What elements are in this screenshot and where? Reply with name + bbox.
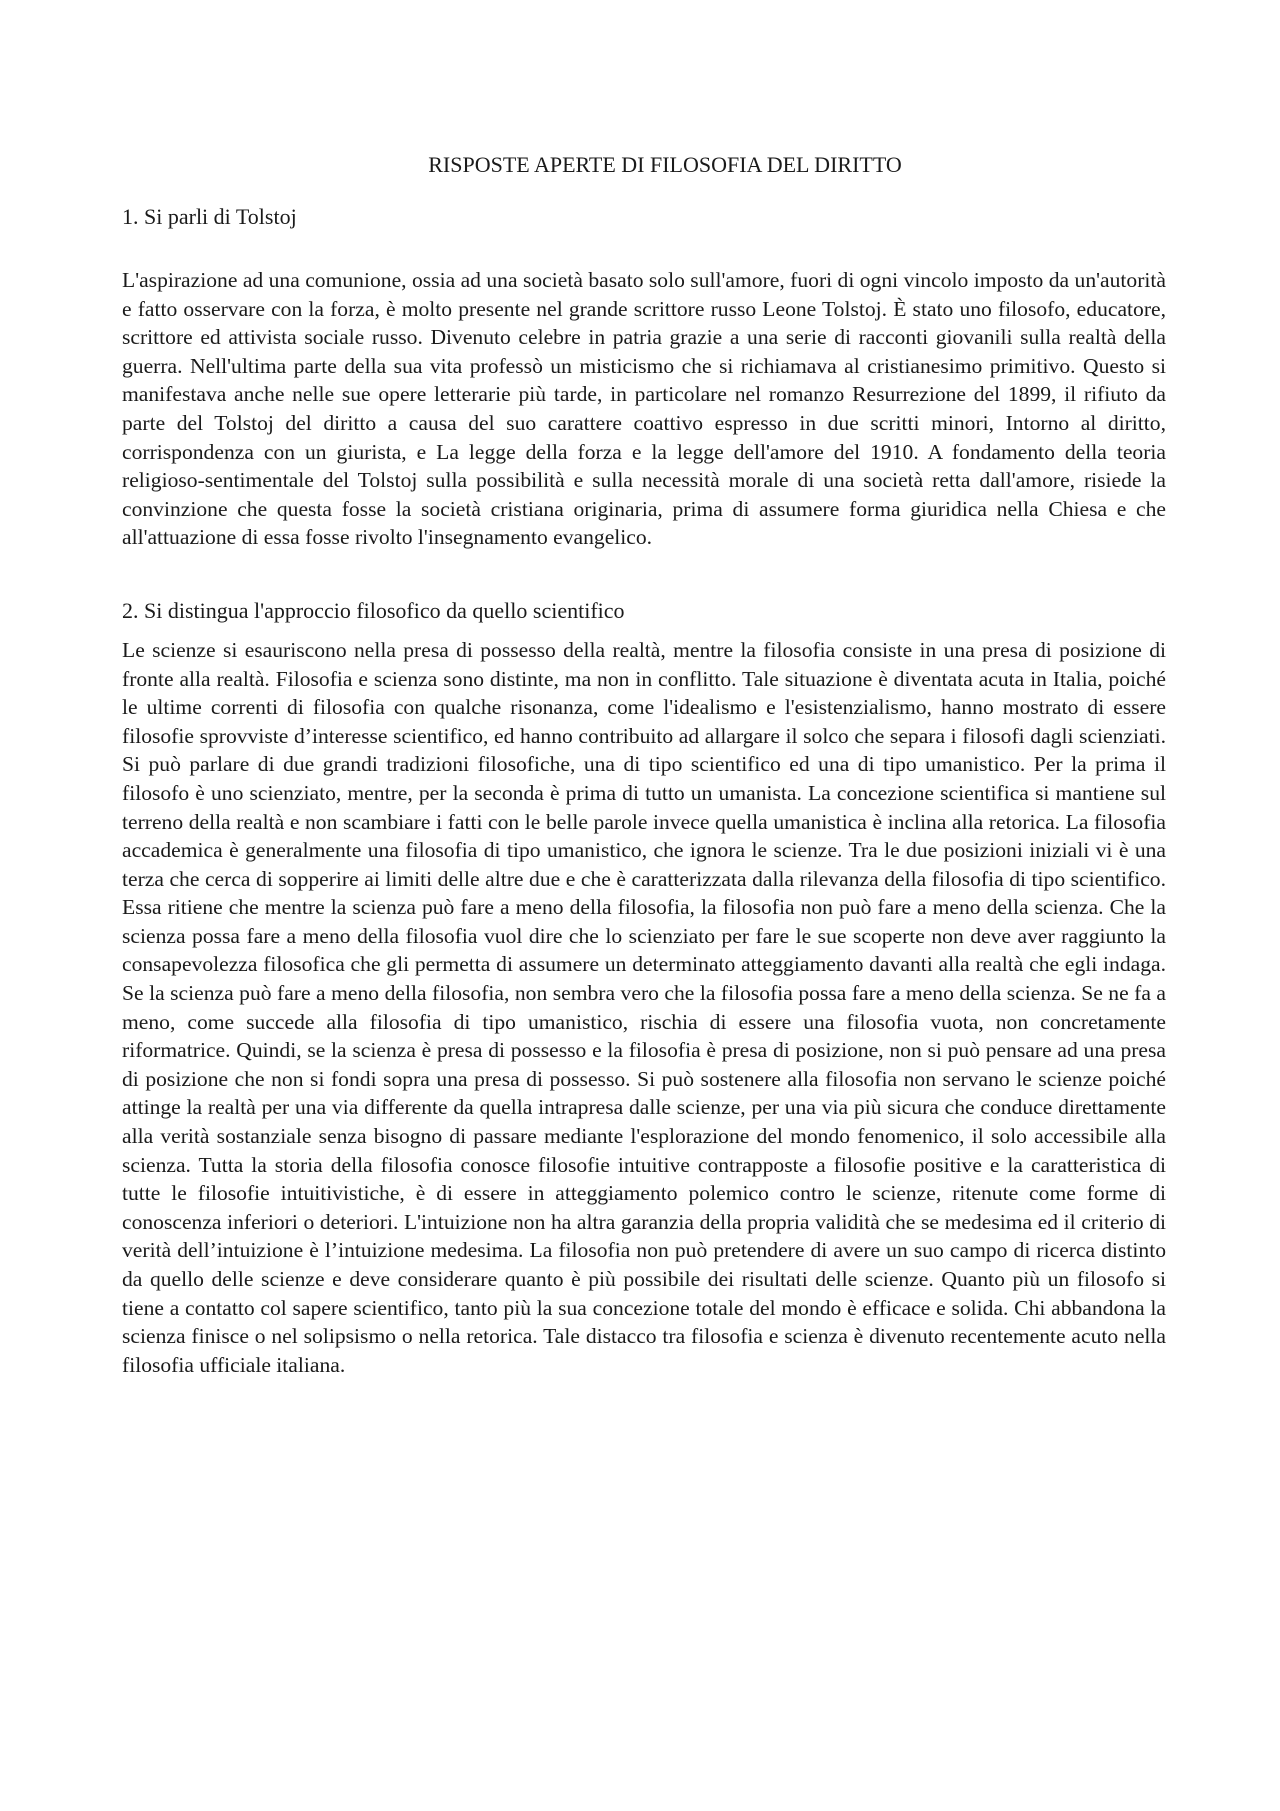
- answer-2-paragraph: Le scienze si esauriscono nella presa di possesso della realtà, mentre la filosofia consiste in una presa di posizione di fronte alla realtà. Filosofia e scienza sono distinte, ma non in conflitto. Tale situazione è diventata acuta in Italia, poiché le ultime correnti di filosofia con qualche risonanza, come l'idealismo e l'esistenzialismo, hanno mostrato di essere filosofie sprovviste d’interesse scientifico, ed hanno contribuito ad allargare il solco che separa i filosofi dagli scienziati. Si può parlare di due grandi tradizioni filosofiche, una di tipo scientifico ed una di tipo umanistico. Per la prima il filosofo è uno scienziato, mentre, per la seconda è prima di tutto un umanista. La concezione scientifica si mantiene sul terreno della realtà e non scambiare i fatti con le belle parole invece quella umanistica è inclina alla retorica. La filosofia accademica è generalmente una filosofia di tipo umanistico, che ignora le scienze. Tra le due posizioni iniziali vi è una terza che cerca di sopperire ai limiti delle altre due e che è caratterizzata dalla rilevanza della filosofia di tipo scientifico. Essa ritiene che mentre la scienza può fare a meno della filosofia, la filosofia non può fare a meno della scienza. Che la scienza possa fare a meno della filosofia vuol dire che lo scienziato per fare le sue scoperte non deve aver raggiunto la consapevolezza filosofica che gli permetta di assumere un determinato atteggiamento davanti alla realtà che egli indaga. Se la scienza può fare a meno della filosofia, non sembra vero che la filosofia possa fare a meno della scienza. Se ne fa a meno, come succede alla filosofia di tipo umanistico, rischia di essere una filosofia vuota, non concretamente riformatrice. Quindi, se la scienza è presa di possesso e la filosofia è presa di posizione, non si può pensare ad una presa di posizione che non si fondi sopra una presa di possesso. Si può sostenere alla filosofia non servano le scienze poiché attinge la realtà per una via differente da quella intrapresa dalle scienze, per una via più sicura che conduce direttamente alla verità sostanziale senza bisogno di passare mediante l'esplorazione del mondo fenomenico, il solo accessibile alla scienza. Tutta la storia della filosofia conosce filosofie intuitive contrapposte a filosofie positive e la caratteristica di tutte le filosofie intuitivistiche, è di essere in atteggiamento polemico contro le scienze, ritenute come forme di conoscenza inferiori o deteriori. L'intuizione non ha altra garanzia della propria validità che se medesima ed il criterio di verità dell’intuizione è l’intuizione medesima. La filosofia non può pretendere di avere un suo campo di ricerca distinto da quello delle scienze e deve considerare quanto è più possibile dei risultati delle scienze. Quanto più un filosofo si tiene a contatto col sapere scientifico, tanto più la sua concezione totale del mondo è efficace e solida. Chi abbandona la scienza finisce o nel solipsismo o nella retorica. Tale distacco tra filosofia e scienza è divenuto recentemente acuto nella filosofia ufficiale italiana.: [122, 637, 1166, 1377]
- document-page: [122, 150, 1166, 1379]
- question-1-heading: 1. Si parli di Tolstoj: [122, 204, 297, 229]
- answer-1-paragraph: L'aspirazione ad una comunione, ossia ad una società basato solo sull'amore, fuori di ogni vincolo imposto da un'autorità e fatto osservare con la forza, è molto presente nel grande scrittore russo Leone Tolstoj. È stato uno filosofo, educatore, scrittore ed attivista sociale russo. Divenuto celebre in patria grazie a una serie di racconti giovanili sulla realtà della guerra. Nell'ultima parte della sua vita professò un misticismo che si richiamava al cristianesimo primitivo. Questo si manifestava anche nelle sue opere letterarie più tarde, in particolare nel romanzo Resurrezione del 1899, il rifiuto da parte del Tolstoj del diritto a causa del suo carattere coattivo espresso in due scritti minori, Intorno al diritto, corrispondenza con un giurista, e La legge della forza e la legge dell'amore del 1910. A fondamento della teoria religioso-sentimentale del Tolstoj sulla possibilità e sulla necessità morale di una società retta dall'amore, risiede la convinzione che questa fosse la società cristiana originaria, prima di assumere forma giuridica nella Chiesa e che all'attuazione di essa fosse rivolto l'insegnamento evangelico.: [122, 268, 1166, 550]
- question-2-heading: 2. Si distingua l'approccio filosofico da quello scientifico: [122, 597, 625, 623]
- document-title: RISPOSTE APERTE DI FILOSOFIA DEL DIRITTO: [428, 152, 902, 177]
